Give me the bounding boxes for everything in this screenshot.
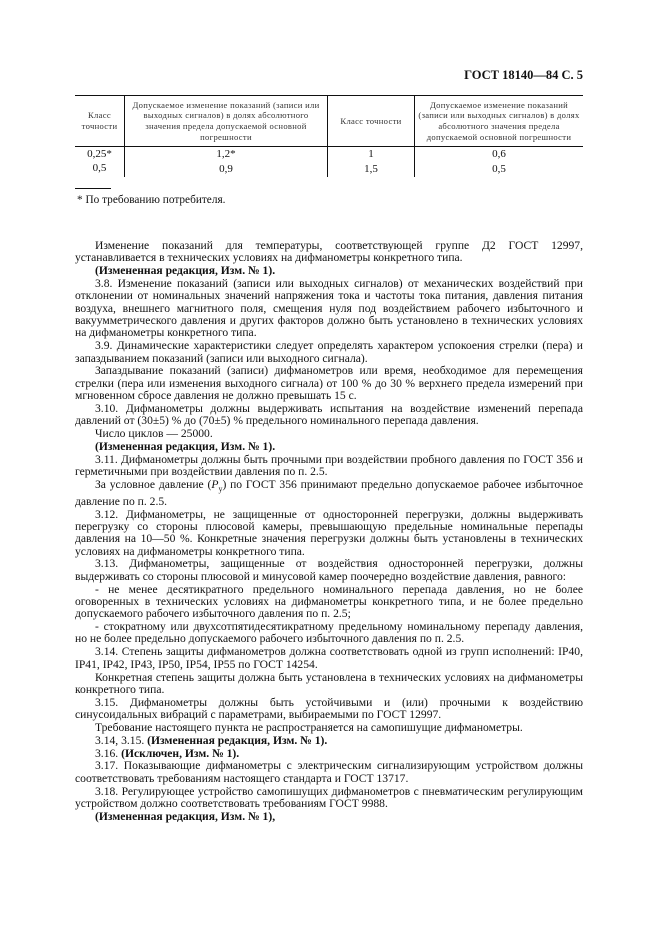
table-cell: 1 (328, 147, 415, 161)
text-segment: 3.14. Степень защиты дифманометров должна соответствовать одной из групп исполнений: IP40, IP41, IP42, IP43, IP50, IP54, IP55 по ГОСТ 14254. (75, 645, 583, 671)
paragraph (75, 697, 583, 722)
text-segment: 3.9. Динамические характеристики следует определять характером успокоения стрелки (пера) и запаздыванием показаний (записи или выходного сигнала). (75, 339, 583, 365)
paragraph (75, 340, 583, 365)
paragraph (75, 558, 583, 583)
paragraph (75, 584, 583, 621)
text-segment: За условное давление ( (95, 478, 212, 492)
text-segment: 3.13. Дифманометры, защищенные от воздействия односторонней перегрузки, должны выдерживать со стороны плюсовой и минусовой камер поочередно воздействие давления, равного: (75, 557, 583, 583)
document-body (75, 240, 583, 824)
table-cell: 0,5 (415, 161, 584, 178)
paragraph (75, 748, 583, 760)
paragraph (75, 265, 583, 277)
paragraph (75, 735, 583, 747)
paragraph (75, 811, 583, 823)
table-header-row (75, 96, 583, 147)
text-segment: 3.14, 3.15. (95, 733, 148, 747)
paragraph (75, 441, 583, 453)
text-segment: 3.16. (95, 746, 122, 760)
table-row (75, 147, 583, 161)
paragraph (75, 365, 583, 402)
paragraph (75, 760, 583, 785)
table-cell: 0,5 (92, 161, 107, 174)
text-segment: P (211, 478, 219, 492)
paragraph (75, 403, 583, 428)
table-cell: 1,2* (125, 147, 328, 161)
table-cell: 0,6 (415, 147, 584, 161)
footnote: * По требованию потребителя. (77, 194, 226, 206)
text-segment: 3.11. Дифманометры должны быть прочными при воздействии пробного давления по ГОСТ 356 и герметичными при воздействии давления по п. 2.5. (75, 452, 583, 479)
table-cell: 1,5 (328, 161, 415, 178)
paragraph (75, 722, 583, 734)
accuracy-table (75, 95, 583, 177)
page-header: ГОСТ 18140—84 С. 5 (464, 68, 583, 82)
column-header: Допускаемое изменение показаний (записи или выходных сигналов) в долях абсолютного значения предела допускаемой основной погрешности (125, 96, 328, 147)
paragraph (75, 278, 583, 340)
table-cell: 0,9 (125, 161, 328, 178)
table-row (75, 161, 583, 178)
paragraph (75, 454, 583, 479)
text-segment: Конкретная степень защиты должна быть установлена в технических условиях на дифманометры конкретного типа. (75, 670, 583, 696)
bold-text: (Измененная редакция, Изм. № 1). (147, 733, 328, 747)
paragraph (75, 479, 583, 508)
column-header: Класс точности (328, 96, 415, 147)
text-segment: - не менее десятикратного предельного номинального перепада давления, но не более оговоренных в технических условиях на дифманометры конкретного типа, и не более предельно допускаемого рабочего избыточного давления по п. 2.5; (75, 582, 583, 621)
text-segment: Требование настоящего пункта не распространяется на самопишущие дифманометры. (95, 720, 523, 734)
text-segment: 3.18. Регулирующее устройство самопишущих дифманометров с пневматическим регулирующим устройством должно соответствовать требованиям ГОСТ 9988. (75, 784, 583, 810)
bold-text: (Исключен, Изм. № 1). (121, 746, 240, 760)
paragraph (75, 646, 583, 671)
paragraph (75, 428, 583, 440)
bold-text: (Измененная редакция, Изм. № 1). (95, 264, 276, 278)
paragraph (75, 509, 583, 558)
bold-text: (Измененная редакция, Изм. № 1). (95, 440, 276, 453)
text-segment: у (218, 484, 223, 494)
text-segment: 3.10. Дифманометры должны выдерживать испытания на воздействие изменений перепада давлений от (30±5) % до (70±5) % предельного номинального перепада давления. (75, 401, 583, 428)
text-segment: 3.8. Изменение показаний (записи или выходных сигналов) от механических воздействий при отклонении от номинальных значений напряжения тока и частоты тока питания, давления питания воздуха, внешнего магнитного поля, смещения нуля под воздействием рабочего избыточного и вакуумметрического давления и других факторов должно быть установлено в технических условиях на дифманометры конкретного типа. (75, 277, 583, 340)
paragraph (75, 621, 583, 646)
text-segment: Изменение показаний для температуры, соответствующей группе Д2 ГОСТ 12997, устанавливается в технических условиях на дифманометры конкретного типа. (75, 239, 583, 265)
text-segment: Число циклов — 25000. (95, 427, 213, 441)
footnote-divider (75, 188, 111, 189)
paragraph (75, 786, 583, 811)
text-segment: 3.17. Показывающие дифманометры с электрическим сигнализирующим устройством должны соответствовать требованиям настоящего стандарта и ГОСТ 13717. (75, 759, 583, 785)
column-header: Класс точности (75, 96, 125, 147)
bold-text: (Измененная редакция, Изм. № 1), (95, 809, 276, 823)
text-segment: 3.15. Дифманометры должны быть устойчивыми и (или) прочными к воздействию синусоидальных вибраций с параметрами, выбираемыми по ГОСТ 12997. (75, 695, 583, 722)
paragraph (75, 672, 583, 697)
text-segment: - стократному или двухсотпятидесятикратному предельному номинальному перепаду давления, но не более предельно допускаемого рабочего избыточного давления по п. 2.5. (75, 620, 583, 646)
text-segment: ) по ГОСТ 356 принимают предельно допускаемое рабочее избыточное давление по п. 2.5. (75, 478, 583, 508)
table-cell: 0,25* (87, 148, 112, 160)
paragraph (75, 240, 583, 265)
text-segment: 3.12. Дифманометры, не защищенные от односторонней перегрузки, должны выдерживать перегрузку со стороны плюсовой камеры, превышающую предельные номинальные перепады давления на 10—50 %. Конкретные значения перегрузки должны быть установлены в технических условиях на дифманометры конкретного типа. (75, 507, 583, 558)
text-segment: Запаздывание показаний (записи) дифманометров или время, необходимое для перемещения стрелки (пера или изменения выходного сигнала) от 100 % до 30 % верхнего предела измерений при мгновенном сбросе давления не должно превышать 15 с. (75, 364, 583, 403)
column-header: Допускаемое изменение показаний (записи или выходных сигналов) в долях абсолютного значения предела допускаемой основной погрешности (415, 96, 584, 147)
